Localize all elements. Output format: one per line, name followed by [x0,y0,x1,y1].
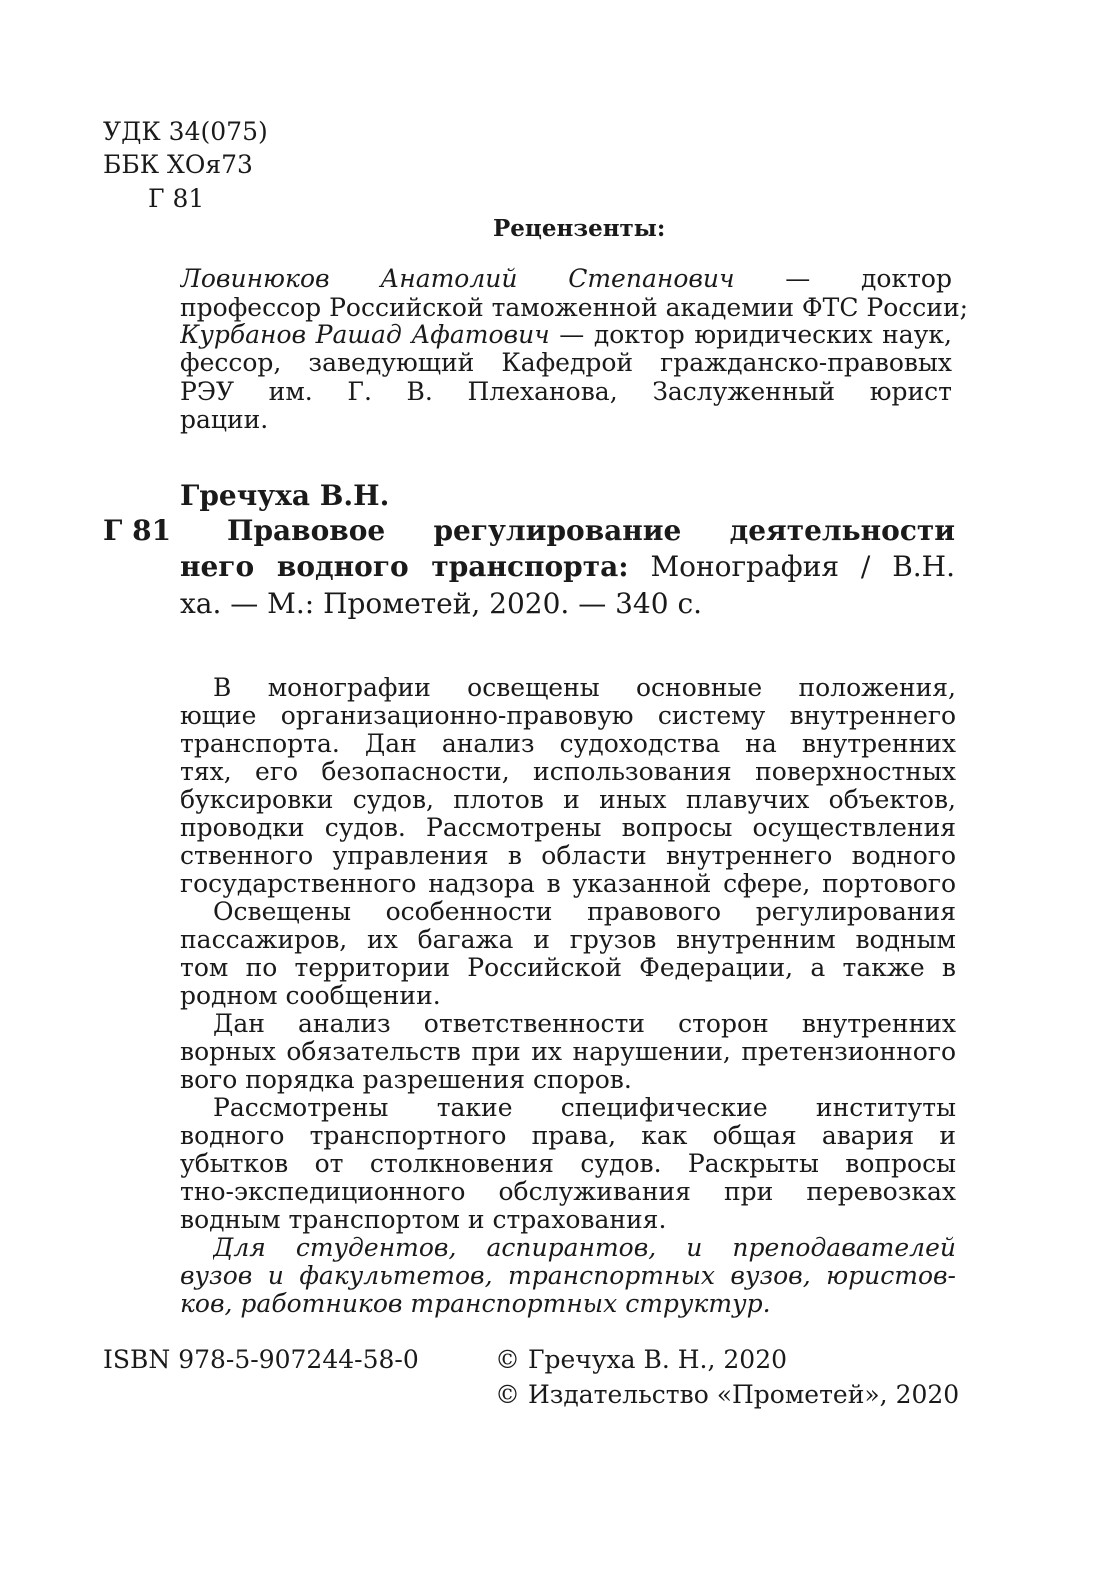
abstract-p2-line: пассажиров, их багажа и грузов внутренним водным [180,925,956,954]
abstract-p3-line: вого порядка разрешения споров. [180,1065,632,1094]
isbn: ISBN 978-5-907244-58-0 [103,1345,419,1374]
book-title-line-2 [180,550,955,584]
abstract-p1-line: государственного надзора в указанной сфере, портового [180,869,956,898]
reviewer-1-credentials: — доктор [785,264,952,293]
bibliography-author-mark: Г 81 [103,514,172,547]
reviewer-1-line-1 [180,264,952,294]
copyright-author: © Гречуха В. Н., 2020 [495,1345,788,1374]
reviewers-heading: Рецензенты: [493,215,666,242]
abstract-p2-line: том по территории Российской Федерации, а также в [180,953,956,982]
reviewer-2-line-1 [180,320,952,350]
abstract-p1-line: буксировки судов, плотов и иных плавучих объектов, [180,785,956,814]
abstract-p4-line: убытков от столкновения судов. Раскрыты вопросы [180,1149,956,1178]
abstract-p1-line: транспорта. Дан анализ судоходства на внутренних [180,729,956,758]
reviewer-1-line-2: профессор Российской таможенной академии ФТС России; [180,293,969,322]
abstract-p1-line: проводки судов. Рассмотрены вопросы осуществления [180,813,956,842]
abstract-p4-line: тно-экспедиционного обслуживания при перевозках [180,1177,956,1206]
audience-line: Для студентов, аспирантов, и преподавателей [213,1233,956,1262]
audience-line: ков, работников транспортных структур. [180,1289,771,1318]
abstract-p4-line: водного транспортного права, как общая авария и [180,1121,956,1150]
abstract-p2-line: Освещены особенности правового регулирования [213,897,956,926]
abstract-p4-line: Рассмотрены такие специфические институты [213,1093,956,1122]
book-imprint: ха. — М.: Прометей, 2020. — 340 с. [180,587,703,620]
reviewer-2-line-3: РЭУ им. Г. В. Плеханова, Заслуженный юрист [180,377,952,406]
reviewer-1-name: Ловинюков Анатолий Степанович [180,264,735,293]
book-title-line-1: Правовое регулирование деятельности [227,514,955,547]
copyright-publisher: © Издательство «Прометей», 2020 [495,1380,960,1409]
book-author: Гречуха В.Н. [180,479,390,512]
abstract-p3-line: ворных обязательств при их нарушении, претензионного [180,1037,956,1066]
abstract-p1-line: ственного управления в области внутреннего водного [180,841,956,870]
udk-code: УДК 34(075) [103,117,268,146]
reviewer-2-line-2: фессор, заведующий Кафедрой гражданско-правовых [180,348,952,377]
author-mark: Г 81 [148,184,205,213]
abstract-p1-line: В монографии освещены основные положения, [213,673,956,702]
reviewer-2-name: Курбанов Рашад Афатович [180,320,550,349]
abstract-p1-line: тях, его безопасности, использования поверхностных [180,757,956,786]
book-title-end: него водного транспорта: [180,550,629,583]
abstract-p1-line: ющие организационно-правовую систему внутреннего [180,701,956,730]
reviewer-2-line-4: рации. [180,405,269,434]
abstract-p3-line: Дан анализ ответственности сторон внутренних [213,1009,956,1038]
audience-line: вузов и факультетов, транспортных вузов, юристов- [180,1261,956,1290]
abstract-p2-line: родном сообщении. [180,981,441,1010]
book-imprint-start: Монография / В.Н. [650,550,955,583]
reviewer-2-credentials: — доктор юридических наук, [559,320,952,349]
abstract-p4-line: водным транспортом и страхования. [180,1205,667,1234]
bbk-code: ББК ХОя73 [103,150,253,179]
